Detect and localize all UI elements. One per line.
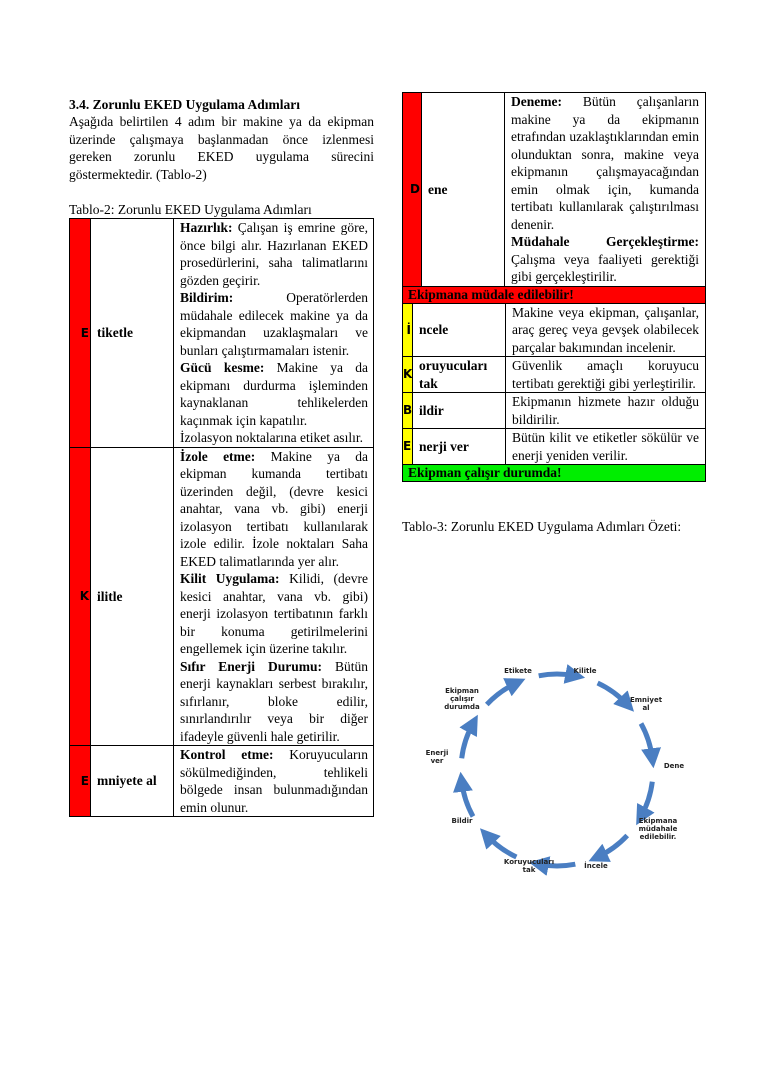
table3-caption: Tablo-3: Zorunlu EKED Uygulama Adımları Özeti: bbox=[402, 519, 682, 534]
cycle-label-mudahale-3: edilebilir. bbox=[639, 833, 677, 841]
cycle-arrow bbox=[641, 724, 652, 759]
step-letter-cell: E bbox=[70, 746, 91, 817]
cycle-arrow bbox=[462, 782, 473, 817]
step-word: tiketle bbox=[91, 219, 174, 448]
step-word: ildir bbox=[413, 393, 506, 429]
cycle-arrow bbox=[598, 836, 628, 858]
step-word: oruyucuları tak bbox=[413, 357, 506, 393]
table-row-koruyuculari-tak bbox=[403, 357, 706, 393]
table-row-incele bbox=[403, 303, 706, 357]
step-letter-cell: D bbox=[403, 93, 422, 287]
cycle-label-kilitle: Kilitle bbox=[573, 667, 597, 675]
step-description: Ekipmanın hizmete hazır olduğu bildirilir. bbox=[506, 393, 706, 429]
cycle-label-mudahale-2: müdahale bbox=[638, 825, 678, 833]
step-description: Bütün kilit ve etiketler sökülür ve enerji yeniden verilir. bbox=[506, 429, 706, 465]
cycle-label-enerji: Enerji bbox=[425, 749, 449, 757]
cycle-label-calisir-3: durumda bbox=[444, 703, 480, 711]
step-letter-cell: E bbox=[70, 219, 91, 448]
eked-finish-table bbox=[402, 303, 706, 483]
table-row-bildir bbox=[403, 393, 706, 429]
eked-steps-table-continued bbox=[402, 92, 706, 304]
step-letter-cell: E bbox=[403, 429, 413, 465]
cycle-label-koruyuculari-2: tak bbox=[522, 866, 536, 874]
step-word: ene bbox=[422, 93, 505, 287]
cycle-label-emniyet: Emniyet bbox=[629, 696, 663, 704]
cycle-label-koruyuculari: Koruyucuları bbox=[503, 858, 555, 866]
step-description: Hazırlık: Çalışan iş emrine göre, önce bilgi alır. Hazırlanan EKED prosedürlerini, saha talimatlarını gözden geçirir. Bildirim: Operatörlerden müdahale edilecek makine ya da ekipmandan uzaklaşmaları ve bunları çalıştırmamaları istenir. Gücü kesme: Makine ya da ekipmanı durdurma işleminden kaynaklanan tehlikelerden kaçınmak için kapatılır. İzolasyon noktalarına etiket asılır. bbox=[174, 219, 374, 448]
cycle-arrow bbox=[641, 782, 652, 817]
step-description: Kontrol etme: Koruyucuların sökülmediğinden, tehlikeli bölgede insan bulunmadığından emin olunur. bbox=[174, 746, 374, 817]
table-row-emniyete-al bbox=[70, 746, 374, 817]
table2-caption: Tablo-2: Zorunlu EKED Uygulama Adımları bbox=[69, 202, 312, 217]
banner-intervention: Ekipmana müdale edilebilir! bbox=[403, 286, 706, 303]
table-row-enerji-ver bbox=[403, 429, 706, 465]
table-row-etiketle bbox=[70, 219, 374, 448]
cycle-label-incele: İncele bbox=[584, 862, 608, 870]
eked-cycle-diagram bbox=[412, 657, 702, 897]
cycle-label-etikete: Etikete bbox=[504, 667, 532, 675]
right-column bbox=[402, 92, 706, 874]
banner-row-running bbox=[403, 465, 706, 482]
step-word: ilitle bbox=[91, 447, 174, 746]
cycle-label-mudahale: Ekipmana bbox=[638, 817, 678, 825]
cycle-label-enerji-2: ver bbox=[430, 757, 444, 765]
cycle-label-calisir-2: çalışır bbox=[450, 695, 474, 703]
table-row-dene bbox=[403, 93, 706, 287]
cycle-arrows bbox=[462, 674, 653, 866]
banner-row-intervention bbox=[403, 286, 706, 303]
step-description: İzole etme: Makine ya da ekipman kumanda tertibatı üzerinden değil, (devre kesici anahtar, vana vb. gibi) enerji izolasyon tertibatı kullanılarak izole edilir. İzole noktaları Saha EKED talimatlarında yer alır. Kilit Uygulama: Kilidi, (devre kesici anahtar, vana vb. gibi) enerji izolasyon tertibatının farklı bir konuma getirilmelerini engellemek için üzerine takılır. Sıfır Enerji Durumu: Bütün enerji kaynakları serbest bırakılır, sıfırlanır, bloke edilir, sınırlandırılır veya bir diğer ifadeyle güvenli hale getirilir. bbox=[174, 447, 374, 746]
step-letter-cell: B bbox=[403, 393, 413, 429]
step-letter-cell: K bbox=[70, 447, 91, 746]
step-letter-cell: K bbox=[403, 357, 413, 393]
table-row-kilitle bbox=[70, 447, 374, 746]
cycle-label-dene: Dene bbox=[663, 762, 685, 770]
cycle-arrow bbox=[487, 836, 517, 858]
step-word: ncele bbox=[413, 303, 506, 357]
cycle-arrow bbox=[539, 674, 576, 676]
left-column bbox=[69, 96, 374, 817]
cycle-label-bildir: Bildir bbox=[451, 817, 473, 825]
step-description: Güvenlik amaçlı koruyucu tertibatı gerektiği gibi yerleştirilir. bbox=[506, 357, 706, 393]
cycle-label-calisir: Ekipman bbox=[445, 687, 479, 695]
step-description: Makine veya ekipman, çalışanlar, araç gereç veya gevşek olabilecek parçalar bakımından incelenir. bbox=[506, 303, 706, 357]
cycle-arrow bbox=[487, 683, 517, 705]
section-heading: 3.4. Zorunlu EKED Uygulama Adımları bbox=[69, 97, 301, 112]
step-word: mniyete al bbox=[91, 746, 174, 817]
cycle-label-emniyet-2: al bbox=[642, 704, 650, 712]
step-word: nerji ver bbox=[413, 429, 506, 465]
step-letter-cell: İ bbox=[403, 303, 413, 357]
cycle-arrow bbox=[598, 683, 628, 705]
banner-running: Ekipman çalışır durumda! bbox=[403, 465, 706, 482]
step-description: Deneme: Bütün çalışanların makine ya da ekipmanın etrafından uzaklaştıklarından emin olunduktan sonra, makine veya ekipmanın çalışmayacağından emin olmak için, kumanda tertibatı kullanılarak çalıştırılması denenir. Müdahale Gerçekleştirme: Çalışma veya faaliyeti gerektiği gibi gerçekleştirilir. bbox=[505, 93, 706, 287]
intro-paragraph: Aşağıda belirtilen 4 adım bir makine ya da ekipman üzerinde çalışmaya başlanmadan önce izlenmesi gereken zorunlu EKED uygulama sürecini göstermektedir. (Tablo-2) bbox=[69, 114, 374, 182]
cycle-arrow bbox=[462, 724, 473, 759]
eked-steps-table bbox=[69, 218, 374, 817]
